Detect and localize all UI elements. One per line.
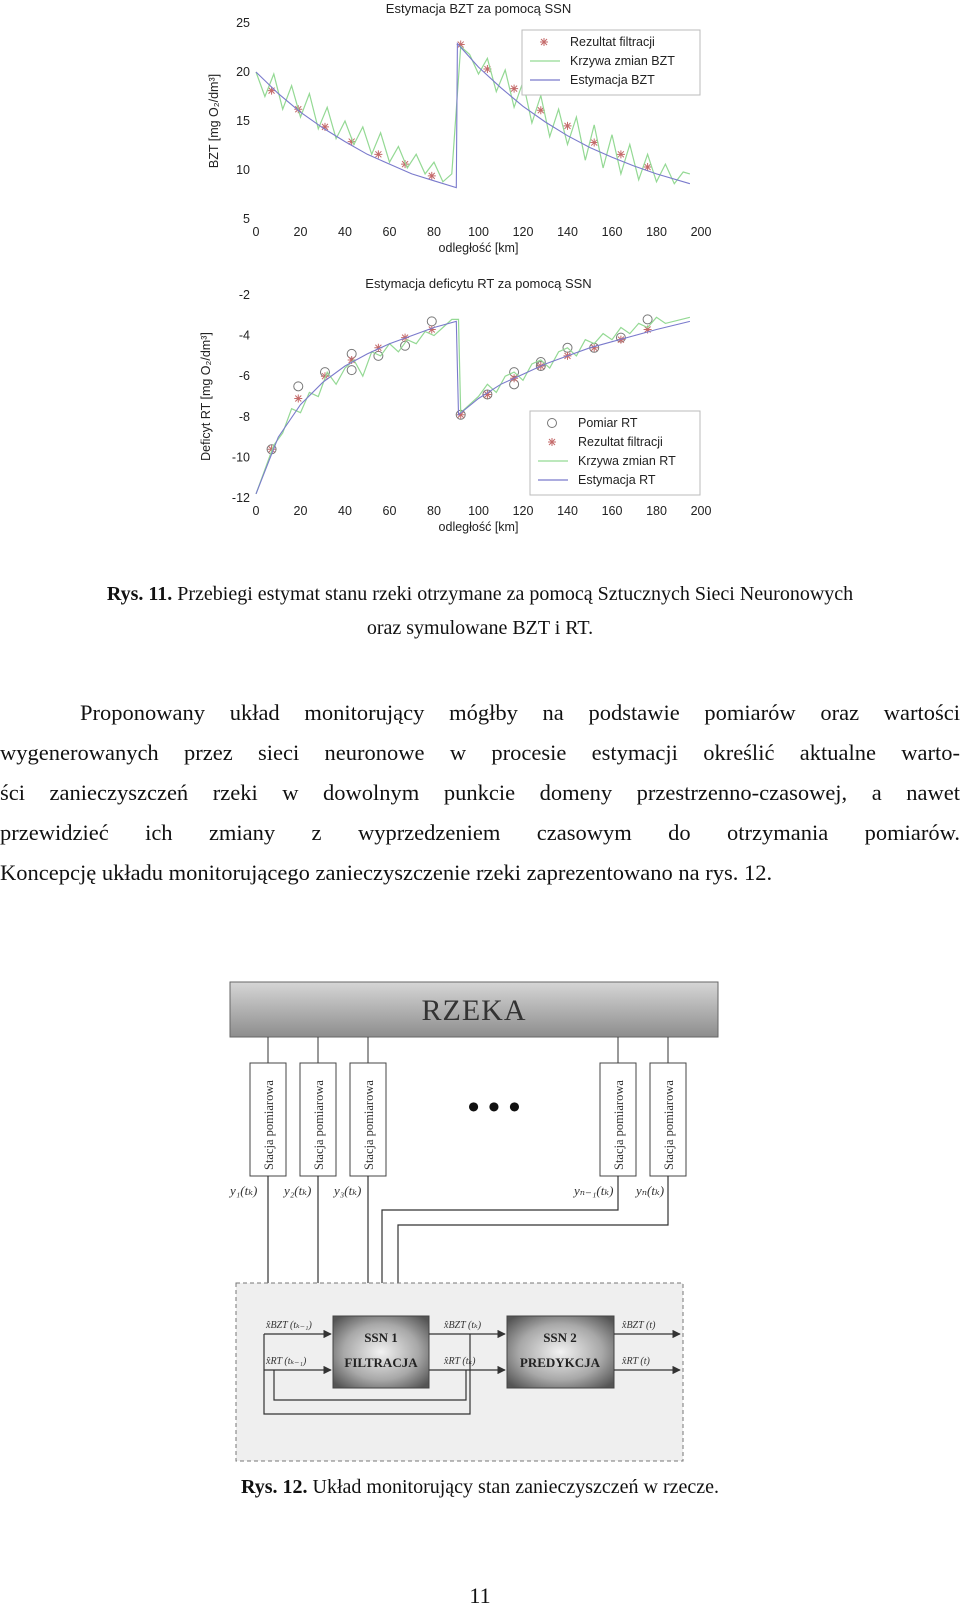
figure-11-text-line1: Przebiegi estymat stanu rzeki otrzymane za pomocą Sztucznych Sieci Neuronowych — [177, 583, 854, 605]
legend-label: Krzywa zmian RT — [578, 454, 676, 468]
legend-marker-star — [540, 38, 548, 46]
y-tick-label: -12 — [231, 491, 250, 505]
y-tick-label: -8 — [238, 409, 250, 424]
data-point-circle — [347, 366, 356, 375]
data-point-star — [294, 395, 302, 403]
x-tick-label: 40 — [338, 225, 352, 239]
ssn2-output-rt-label: x̂RT (t) — [622, 1356, 650, 1367]
station-n-1 — [600, 1037, 636, 1176]
station-n — [650, 1037, 686, 1176]
y-axis-label: BZT [mg O₂/dm³] — [207, 73, 221, 169]
y-tick-label: 25 — [236, 16, 250, 30]
measurement-y2: y₂(tₖ) — [284, 1183, 312, 1198]
x-tick-label: 0 — [252, 225, 260, 239]
ssn1-input-bzt-label: x̂BZT (tₖ₋₁) — [266, 1320, 312, 1331]
x-tick-label: 80 — [427, 504, 441, 518]
data-point-star — [510, 85, 518, 93]
data-point-circle — [427, 317, 436, 326]
chart-title: Estymacja BZT za pomocą SSN — [385, 1, 572, 16]
x-tick-label: 20 — [293, 504, 308, 518]
paragraph-line: przewidzieć ich zmiany z wyprzedzeniem czasowym do otrzymania pomiarów. — [0, 820, 960, 845]
paragraph-line: Koncepcję układu monitorującego zanieczyszczenie rzeki zaprezentowano na rys. 12. — [0, 860, 773, 885]
y-tick-label: 10 — [236, 163, 250, 177]
figure-11-text-line2: oraz symulowane BZT i RT. — [366, 617, 594, 639]
ssn1-input-rt-label: x̂RT (tₖ₋₁) — [266, 1356, 307, 1367]
ssn1-box — [333, 1316, 429, 1388]
x-tick-label: 40 — [338, 504, 352, 518]
x-tick-label: 160 — [601, 225, 623, 239]
ssn2-output-bzt-label: x̂BZT (t) — [622, 1320, 656, 1331]
ssn1-output-bzt-label: x̂BZT (tₖ) — [444, 1320, 482, 1331]
x-tick-label: 180 — [646, 225, 667, 239]
figure-12-label: Rys. 12. — [241, 1476, 308, 1498]
x-tick-label: 60 — [382, 225, 397, 239]
x-tick-label: 60 — [382, 504, 397, 518]
x-tick-label: 20 — [293, 225, 308, 239]
paragraph-line: wygenerowanych przez sieci neuronowe w procesie estymacji określić aktualne warto- — [0, 740, 960, 765]
figure-12-text: Układ monitorujący stan zanieczyszczeń w rzecze. — [312, 1476, 719, 1498]
station-3 — [350, 1037, 386, 1176]
data-point-circle — [643, 315, 652, 324]
x-tick-label: 100 — [468, 225, 489, 239]
station-label: Stacja pomiarowa — [362, 1080, 376, 1170]
measurement-yn: yₙ(tₖ) — [636, 1183, 665, 1198]
x-tick-label: 0 — [252, 504, 260, 518]
data-point-star — [617, 150, 625, 158]
page-number: 11 — [469, 1583, 491, 1608]
x-tick-label: 200 — [690, 504, 712, 518]
station-2 — [300, 1037, 336, 1176]
paragraph-line: Proponowany układ monitorujący mógłby na podstawie pomiarów oraz wartości — [80, 700, 960, 725]
river-label: RZEKA — [421, 994, 527, 1027]
paragraph-line: ści zanieczyszczeń rzeki w dowolnym punkcie domeny przestrzenno-czasowej, a nawet — [0, 780, 960, 805]
monitoring-system-diagram — [0, 970, 960, 1480]
measurement-yn-1: yₙ₋₁(tₖ) — [574, 1183, 614, 1198]
x-axis-label: odległość [km] — [438, 241, 519, 255]
y-axis-label: Deficyt RT [mg O₂/dm³] — [199, 332, 213, 461]
x-tick-label: 120 — [512, 225, 534, 239]
legend-label: Pomiar RT — [578, 416, 638, 430]
station-label: Stacja pomiarowa — [312, 1080, 326, 1170]
x-tick-label: 100 — [468, 504, 489, 518]
y-tick-label: -6 — [238, 369, 250, 384]
station-label: Stacja pomiarowa — [662, 1080, 676, 1170]
x-tick-label: 80 — [427, 225, 441, 239]
y-tick-label: 15 — [236, 114, 250, 128]
station-label: Stacja pomiarowa — [612, 1080, 626, 1170]
y-tick-label: 20 — [236, 65, 250, 79]
station-label: Stacja pomiarowa — [262, 1080, 276, 1170]
figure-12-caption — [0, 1476, 960, 1499]
ssn1-title: SSN 1 — [364, 1330, 398, 1345]
stations-ellipsis: • • • — [467, 1089, 521, 1126]
station-1 — [250, 1037, 286, 1176]
x-tick-label: 140 — [557, 225, 578, 239]
ssn2-box — [507, 1316, 614, 1388]
y-tick-label: -4 — [238, 328, 250, 343]
data-point-circle — [374, 351, 383, 360]
legend-label: Rezultat filtracji — [570, 35, 655, 49]
figure-11-label: Rys. 11. — [106, 583, 173, 605]
body-paragraph — [0, 693, 960, 893]
y-tick-label: 5 — [243, 212, 250, 226]
ssn1-output-rt-label: x̂RT (tₖ) — [444, 1356, 476, 1367]
data-point-star — [374, 150, 382, 158]
x-tick-label: 200 — [690, 225, 712, 239]
chart-bzt — [190, 0, 730, 265]
legend-label: Rezultat filtracji — [578, 435, 663, 449]
data-point-star — [564, 122, 572, 130]
legend-label: Estymacja BZT — [570, 73, 655, 87]
measurement-y3: y₃(tₖ) — [334, 1183, 362, 1198]
y-tick-label: -2 — [238, 288, 250, 302]
chart-rt — [190, 265, 730, 545]
x-tick-label: 120 — [512, 504, 534, 518]
x-tick-label: 180 — [646, 504, 667, 518]
x-tick-label: 140 — [557, 504, 578, 518]
ssn2-subtitle: PREDYKCJA — [519, 1355, 601, 1370]
ssn2-title: SSN 2 — [543, 1330, 577, 1345]
chart-title: Estymacja deficytu RT za pomocą SSN — [365, 276, 592, 291]
legend-label: Krzywa zmian BZT — [570, 54, 675, 68]
x-tick-label: 160 — [601, 504, 623, 518]
legend-marker-star — [548, 438, 556, 446]
y-tick-label: -10 — [231, 450, 250, 465]
data-point-circle — [294, 382, 303, 391]
x-axis-label: odległość [km] — [438, 520, 519, 534]
measurement-y1: y₁(tₖ) — [230, 1183, 258, 1198]
system-frame — [236, 1283, 683, 1461]
ssn1-subtitle: FILTRACJA — [344, 1355, 418, 1370]
figure-11-caption — [0, 577, 960, 645]
legend-label: Estymacja RT — [578, 473, 656, 487]
